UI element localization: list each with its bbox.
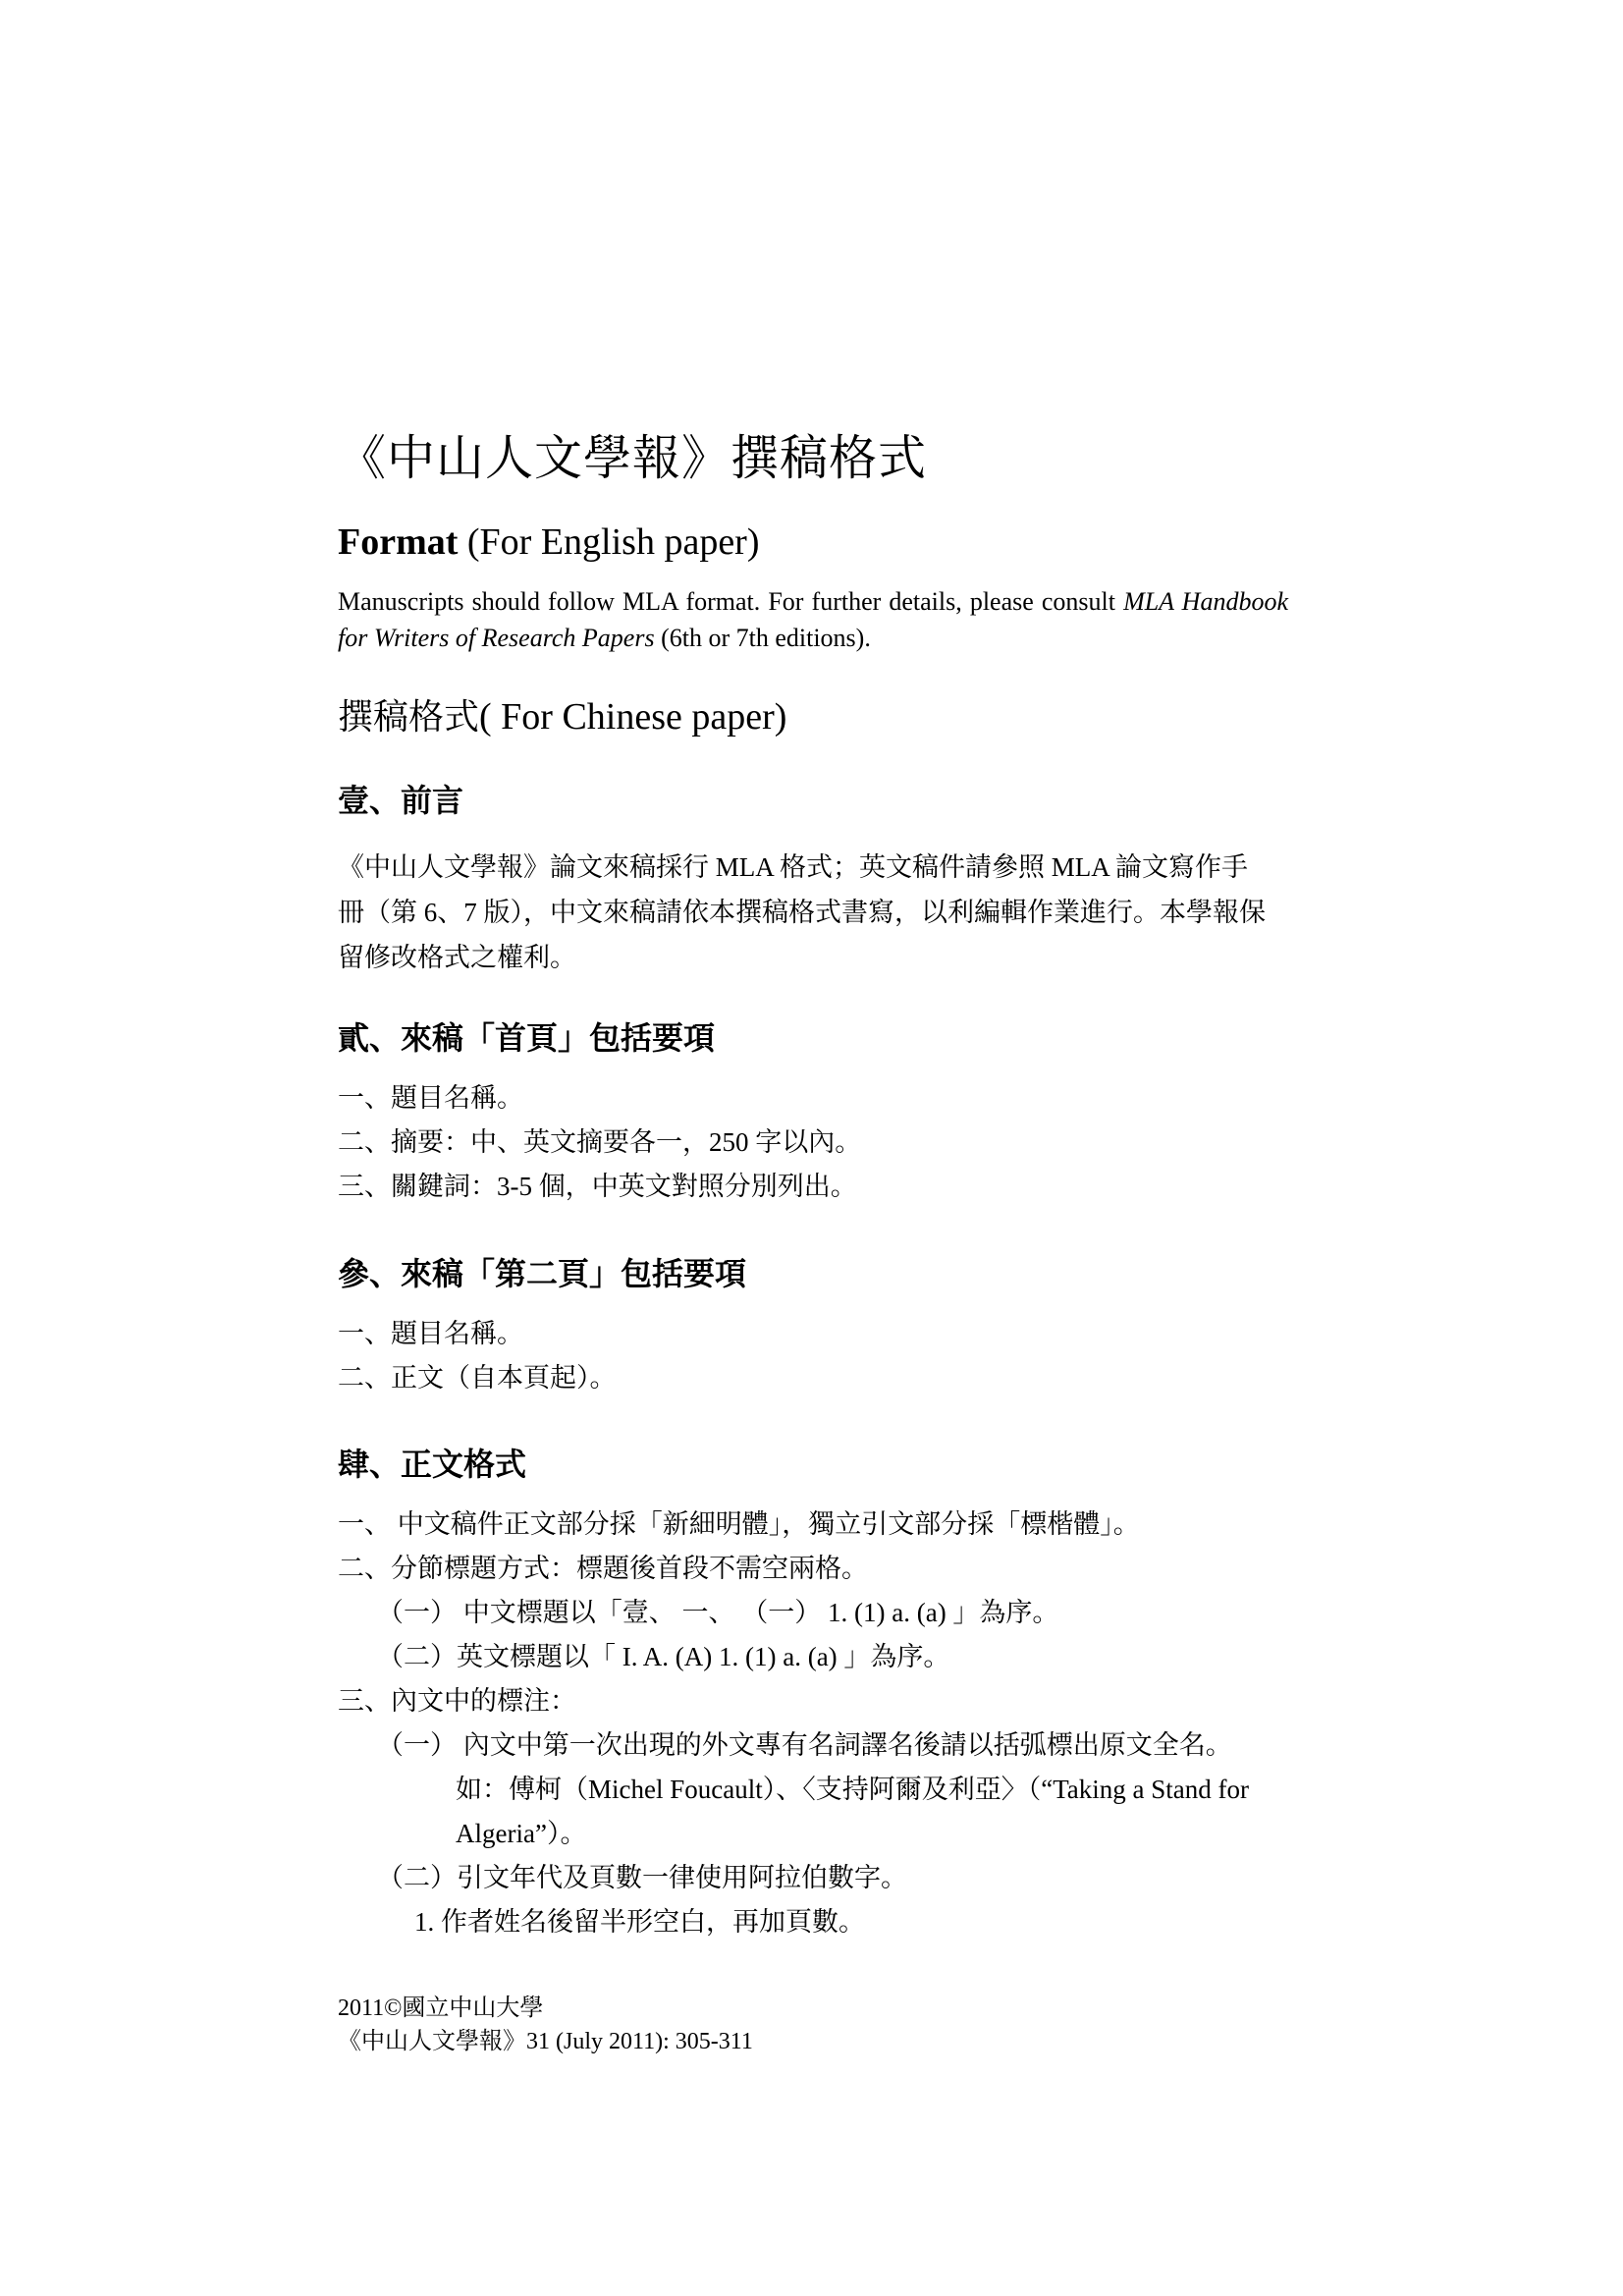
format-heading-rest: (For English paper) <box>458 521 760 563</box>
mla-para-text-1: Manuscripts should follow MLA format. For further details, please consult <box>338 587 1124 616</box>
section-4-line: 二、分節標題方式：標題後首段不需空兩格。 <box>338 1554 868 1583</box>
section-3-heading: 參、來稿「第二頁」包括要項 <box>338 1255 747 1292</box>
section-4-line: 如：傅柯（Michel Foucault）、〈支持阿爾及利亞〉（“Taking a Stand for <box>456 1775 1250 1804</box>
section-2-body <box>338 1076 1290 1209</box>
section-3-item: 二、正文（自本頁起）。 <box>338 1363 617 1393</box>
mla-paragraph <box>338 583 1288 656</box>
chinese-heading-cjk: 撰稿格式 <box>338 697 480 738</box>
section-4-line: Algeria”）。 <box>456 1819 587 1848</box>
citation-line: 《中山人文學報》31 (July 2011): 305-311 <box>338 2029 753 2054</box>
section-4-line: 三、內文中的標注： <box>338 1686 576 1716</box>
section-4-line: （一） 內文中第一次出現的外文專有名詞譯名後請以括弧標出原文全名。 <box>377 1730 1232 1760</box>
section-1-line: 《中山人文學報》論文來稿採行 MLA 格式；英文稿件請參照 MLA 論文寫作手 <box>338 852 1249 882</box>
section-3-body <box>338 1312 1290 1400</box>
document-page <box>338 0 1290 2296</box>
section-4-heading: 肆、正文格式 <box>338 1446 527 1483</box>
section-4-line: 一、 中文稿件正文部分採「新細明體」，獨立引文部分採「標楷體」。 <box>338 1509 1140 1539</box>
page-title: 《中山人文學報》撰稿格式 <box>338 430 928 486</box>
mla-para-text-2: (6th or 7th editions). <box>654 624 871 652</box>
section-4-line: （二）引文年代及頁數一律使用阿拉伯數字。 <box>377 1863 907 1892</box>
copyright-line: 2011©國立中山大學 <box>338 1995 544 2021</box>
section-3-item: 一、題目名稱。 <box>338 1319 523 1348</box>
section-2-heading: 貳、來稿「首頁」包括要項 <box>338 1019 716 1057</box>
section-2-item: 三、關鍵詞：3-5 個，中英文對照分別列出。 <box>338 1172 857 1201</box>
section-1-line: 冊（第 6、7 版），中文來稿請依本撰稿格式書寫，以利編輯作業進行。本學報保 <box>338 898 1266 927</box>
mla-handbook-title: MLA Handbook for Writers of Research Papers <box>338 587 1288 652</box>
section-1-line: 留修改格式之權利。 <box>338 943 576 972</box>
section-1-body <box>338 845 1290 980</box>
section-4-line: （一） 中文標題以「壹、 一、 （一） 1. (1) a. (a) 」為序。 <box>377 1598 1059 1627</box>
section-2-item: 一、題目名稱。 <box>338 1083 523 1113</box>
section-2-item: 二、摘要：中、英文摘要各一，250 字以內。 <box>338 1127 862 1157</box>
page-footer <box>338 1992 753 2058</box>
format-bold-word: Format <box>338 521 459 563</box>
english-format-heading <box>338 520 760 564</box>
section-4-line: 1. 作者姓名後留半形空白，再加頁數。 <box>414 1907 865 1937</box>
section-1-heading: 壹、前言 <box>338 782 464 819</box>
chinese-heading-rest: ( For Chinese paper) <box>479 696 787 738</box>
section-4-body <box>338 1503 1290 1944</box>
chinese-format-heading <box>338 689 786 739</box>
section-4-line: （二）英文標題以「 I. A. (A) 1. (1) a. (a) 」為序。 <box>377 1642 950 1671</box>
